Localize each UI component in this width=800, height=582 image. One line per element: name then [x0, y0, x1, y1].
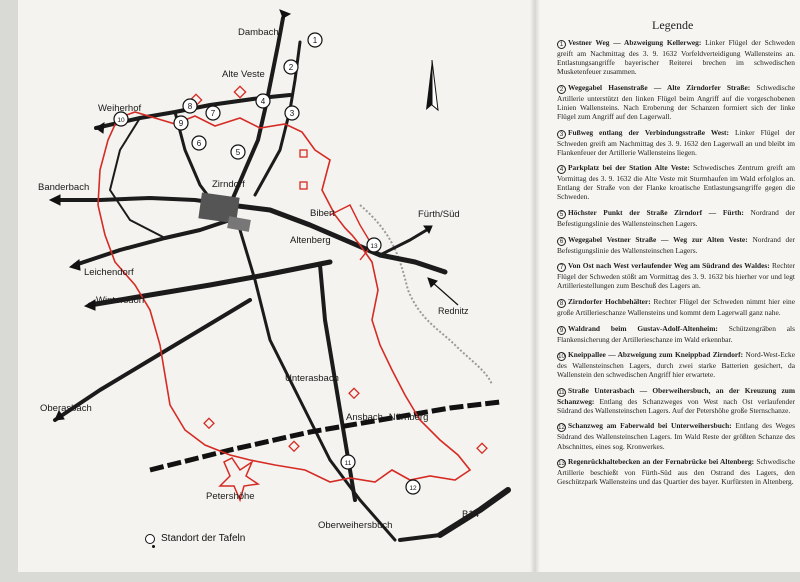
station-marker-label: 1 [312, 36, 318, 45]
station-marker-label: 5 [235, 148, 241, 157]
station-marker-label: 3 [289, 109, 295, 118]
label-wintersdorf: Wintersdorf [96, 295, 145, 306]
legend-item [557, 128, 795, 157]
altenberg-block [227, 216, 251, 232]
legend-item-heading: Wegegabel Hasenstraße — Alte Zirndorfer Straße: [568, 82, 751, 92]
station-marker-label: 9 [178, 119, 184, 128]
label-oberasbach: Oberasbach [40, 403, 92, 414]
legend-item-text: Linker Flügel der Schweden greift am Nachmittag des 3. 9. 1632 Vorfeldverteidigung Wallensteins an. Entlastungsangriffe bayerischer Reiterei brechen im schwedischen Musketenfeuer zusammen. [557, 38, 795, 77]
legend-item-heading: Parkplatz bei der Station Alte Veste: [568, 163, 690, 173]
legend-item-heading: Waldrand beim Gustav-Adolf-Altenheim: [568, 323, 718, 333]
station-marker-label: 11 [344, 460, 352, 467]
legend-item-heading: Vestner Weg — Abzweigung Kellerweg: [568, 38, 702, 47]
legend-item [557, 421, 795, 450]
legend-item-number: 8 [557, 299, 566, 308]
legend-item-heading: Regenrückhaltebecken an der Fernabrücke bei Altenberg: [568, 457, 755, 467]
label-fuerth-sued: Fürth/Süd [418, 209, 460, 220]
legend-item-heading: Von Ost nach West verlaufender Weg am Südrand des Waldes: [568, 261, 770, 271]
legend-item [557, 163, 795, 201]
legend-item [557, 386, 795, 415]
legend-item-number: 1 [557, 40, 566, 49]
station-markers [114, 33, 420, 494]
legend-item-text: Rechter Flügel der Schweden nimmt hier eine große Artillerieschanze Wallensteins und kommt dem Lagerwall ganz nahe. [557, 296, 795, 317]
legend-item-text: Nordrand der Befestigungslinie des Wallensteinschen Lagers. [557, 208, 795, 229]
legend-item-heading: Schanzweg am Faberwald bei Unterweihersbuch: [568, 421, 732, 431]
label-weiherhof: Weiherhof [98, 103, 142, 114]
legend-item [557, 297, 795, 317]
legend-item-text: Schwedische Artillerie beschießt von Fürth-Süd aus den Ostrand des Lagers, den Geschützpark Wallensteins und das Quartier des bayer. Kurfürsten in Altenberg. [557, 457, 795, 487]
road-b14-branch [400, 535, 440, 540]
legend-item-text: Schützengräben als Flankensicherung der Artillerieschanze im Wald erkennbar. [557, 323, 795, 344]
legend-item-text: Nordrand der Befestigungslinie des Wallensteinschen Lagers. [557, 234, 795, 255]
arrow-wintersdorf [85, 300, 95, 310]
legend-item-text: Schwedische Artillerie unterstützt den linken Flügel beim Angriff auf die vorgeschobenen Linien Wallensteins. Nach Eroberung der Schanzen formiert sich der linke Flügel zum Angriff auf den Lagerwall. [557, 82, 795, 121]
station-marker-label: 4 [260, 97, 266, 106]
legend-item-text: Entlang des Weges Südrand des Wallensteinschen Lagers. Im Wald Reste der größten Schanze des Abschnittes, eines sog. Kronwerkes. [557, 421, 795, 451]
legend-item-heading: Wegegabel Vestner Straße — Weg zur Alten Veste: [568, 234, 748, 244]
legend-item-number: 3 [557, 130, 566, 139]
station-marker-label: 2 [288, 63, 294, 72]
legend-item [557, 350, 795, 379]
label-zirndorf: Zirndorf [212, 179, 245, 190]
north-arrow [426, 60, 438, 110]
legend-item-number: 13 [558, 461, 565, 468]
road-dambach [230, 18, 283, 205]
label-alte-veste: Alte Veste [222, 69, 265, 80]
legend-item-heading: Zirndorfer Hochbehälter: [568, 296, 651, 306]
legend-item-number: 11 [558, 389, 565, 396]
legend-item-number: 12 [558, 425, 565, 432]
station-marker-label: 12 [409, 485, 417, 492]
legend-item [557, 324, 795, 344]
legend-item-number: 7 [557, 263, 566, 272]
legend-item-number: 4 [557, 165, 566, 174]
map-key [145, 533, 245, 544]
label-bibert: Bibert [310, 208, 335, 219]
legend-item-text: Linker Flügel der Schweden greift am Nachmittag des 3. 9. 1632 den Lagerwall an und bleibt im Flankenfeuer der Artillerie Wallensteins liegen. [557, 127, 795, 157]
arrow-leichendorf [70, 260, 80, 270]
legend-item-heading: Kneippallee — Abzweigung zum Kneippbad Zirndorf: [568, 350, 744, 360]
label-rail-line: Ansbach- Nürnberg [346, 412, 429, 423]
station-marker-label: 8 [187, 102, 193, 111]
station-marker-label: 7 [210, 109, 216, 118]
legend-item-number: 9 [557, 326, 566, 335]
arrow-weiherhof [96, 123, 104, 133]
legend-item [557, 208, 795, 228]
legend-item-number: 2 [557, 85, 566, 94]
legend-item-heading: Höchster Punkt der Straße Zirndorf — Fürth: [568, 208, 744, 218]
label-b14: B14 [462, 509, 479, 520]
station-dot-icon [152, 545, 155, 548]
legend-item [557, 261, 795, 290]
road-network [55, 18, 508, 540]
legend-item-number: 10 [558, 354, 565, 361]
label-oberweihersbuch: Oberweihersbuch [318, 520, 393, 531]
label-altenberg: Altenberg [290, 235, 331, 246]
legend-item-text: Rechter Flügel der Schweden stößt am Vormittag des 3. 9. 1632 bis hierher vor und legt Artilleriestellungen zum Beschuß des Lagers an. [557, 261, 796, 291]
label-unterasbach: Unterasbach [285, 373, 339, 384]
legend-item-text: Nord-West-Ecke des Wallensteinschen Lagers, durch zwei starke Batterien gesichert, da Wallenstein den schwedischen Angriff hier erwartete. [557, 350, 795, 380]
label-rednitz: Rednitz [438, 306, 469, 316]
legend-item-text: Entlang des Schanzweges von West nach Ost verlaufender Südrand des Wallensteinschen Lagers. Auf der Petershöhe große Sternschanze. [557, 396, 795, 415]
legend-item-text: Schwedisches Zentrum greift am Vormittag des 3. 9. 1632 die Alte Veste mit Sturmhaufen im Wald erfolglos an. Entlang der Straße von der Flanke kroatische Entlastungsangriffe gegen die Schweden. [557, 163, 795, 202]
label-leichendorf: Leichendorf [84, 267, 134, 278]
legend-item [557, 235, 795, 255]
legend-item [557, 38, 795, 76]
railway-ansbach-nuernberg [150, 402, 500, 470]
station-circle-icon [145, 534, 155, 544]
legend-item-heading: Fußweg entlang der Verbindungsstraße West: [568, 127, 729, 137]
map-key-label: Standort der Tafeln [161, 533, 246, 544]
arrow-banderbach [50, 195, 60, 205]
legend-item-number: 6 [557, 237, 566, 246]
legend-item-number: 5 [557, 210, 566, 219]
legend-title: Legende [652, 18, 694, 32]
label-dambach: Dambach [238, 27, 279, 38]
legend-item-heading: Straße Unterasbach — Oberweihersbuch, an der Kreuzung zum Schanzweg: [557, 385, 795, 406]
label-banderbach: Banderbach [38, 182, 90, 193]
road-fuerth-sued [380, 228, 430, 255]
station-marker-label: 13 [370, 243, 378, 250]
road-loop-west [110, 118, 165, 238]
label-petershoehe: Petershöhe [206, 491, 255, 502]
legend-item [557, 83, 795, 121]
fortification-line [98, 112, 470, 482]
legend-list [557, 38, 795, 493]
road-leichendorf [75, 220, 230, 265]
legend-item [557, 457, 795, 486]
station-marker-label: 10 [117, 117, 125, 124]
station-marker-label: 6 [196, 139, 202, 148]
